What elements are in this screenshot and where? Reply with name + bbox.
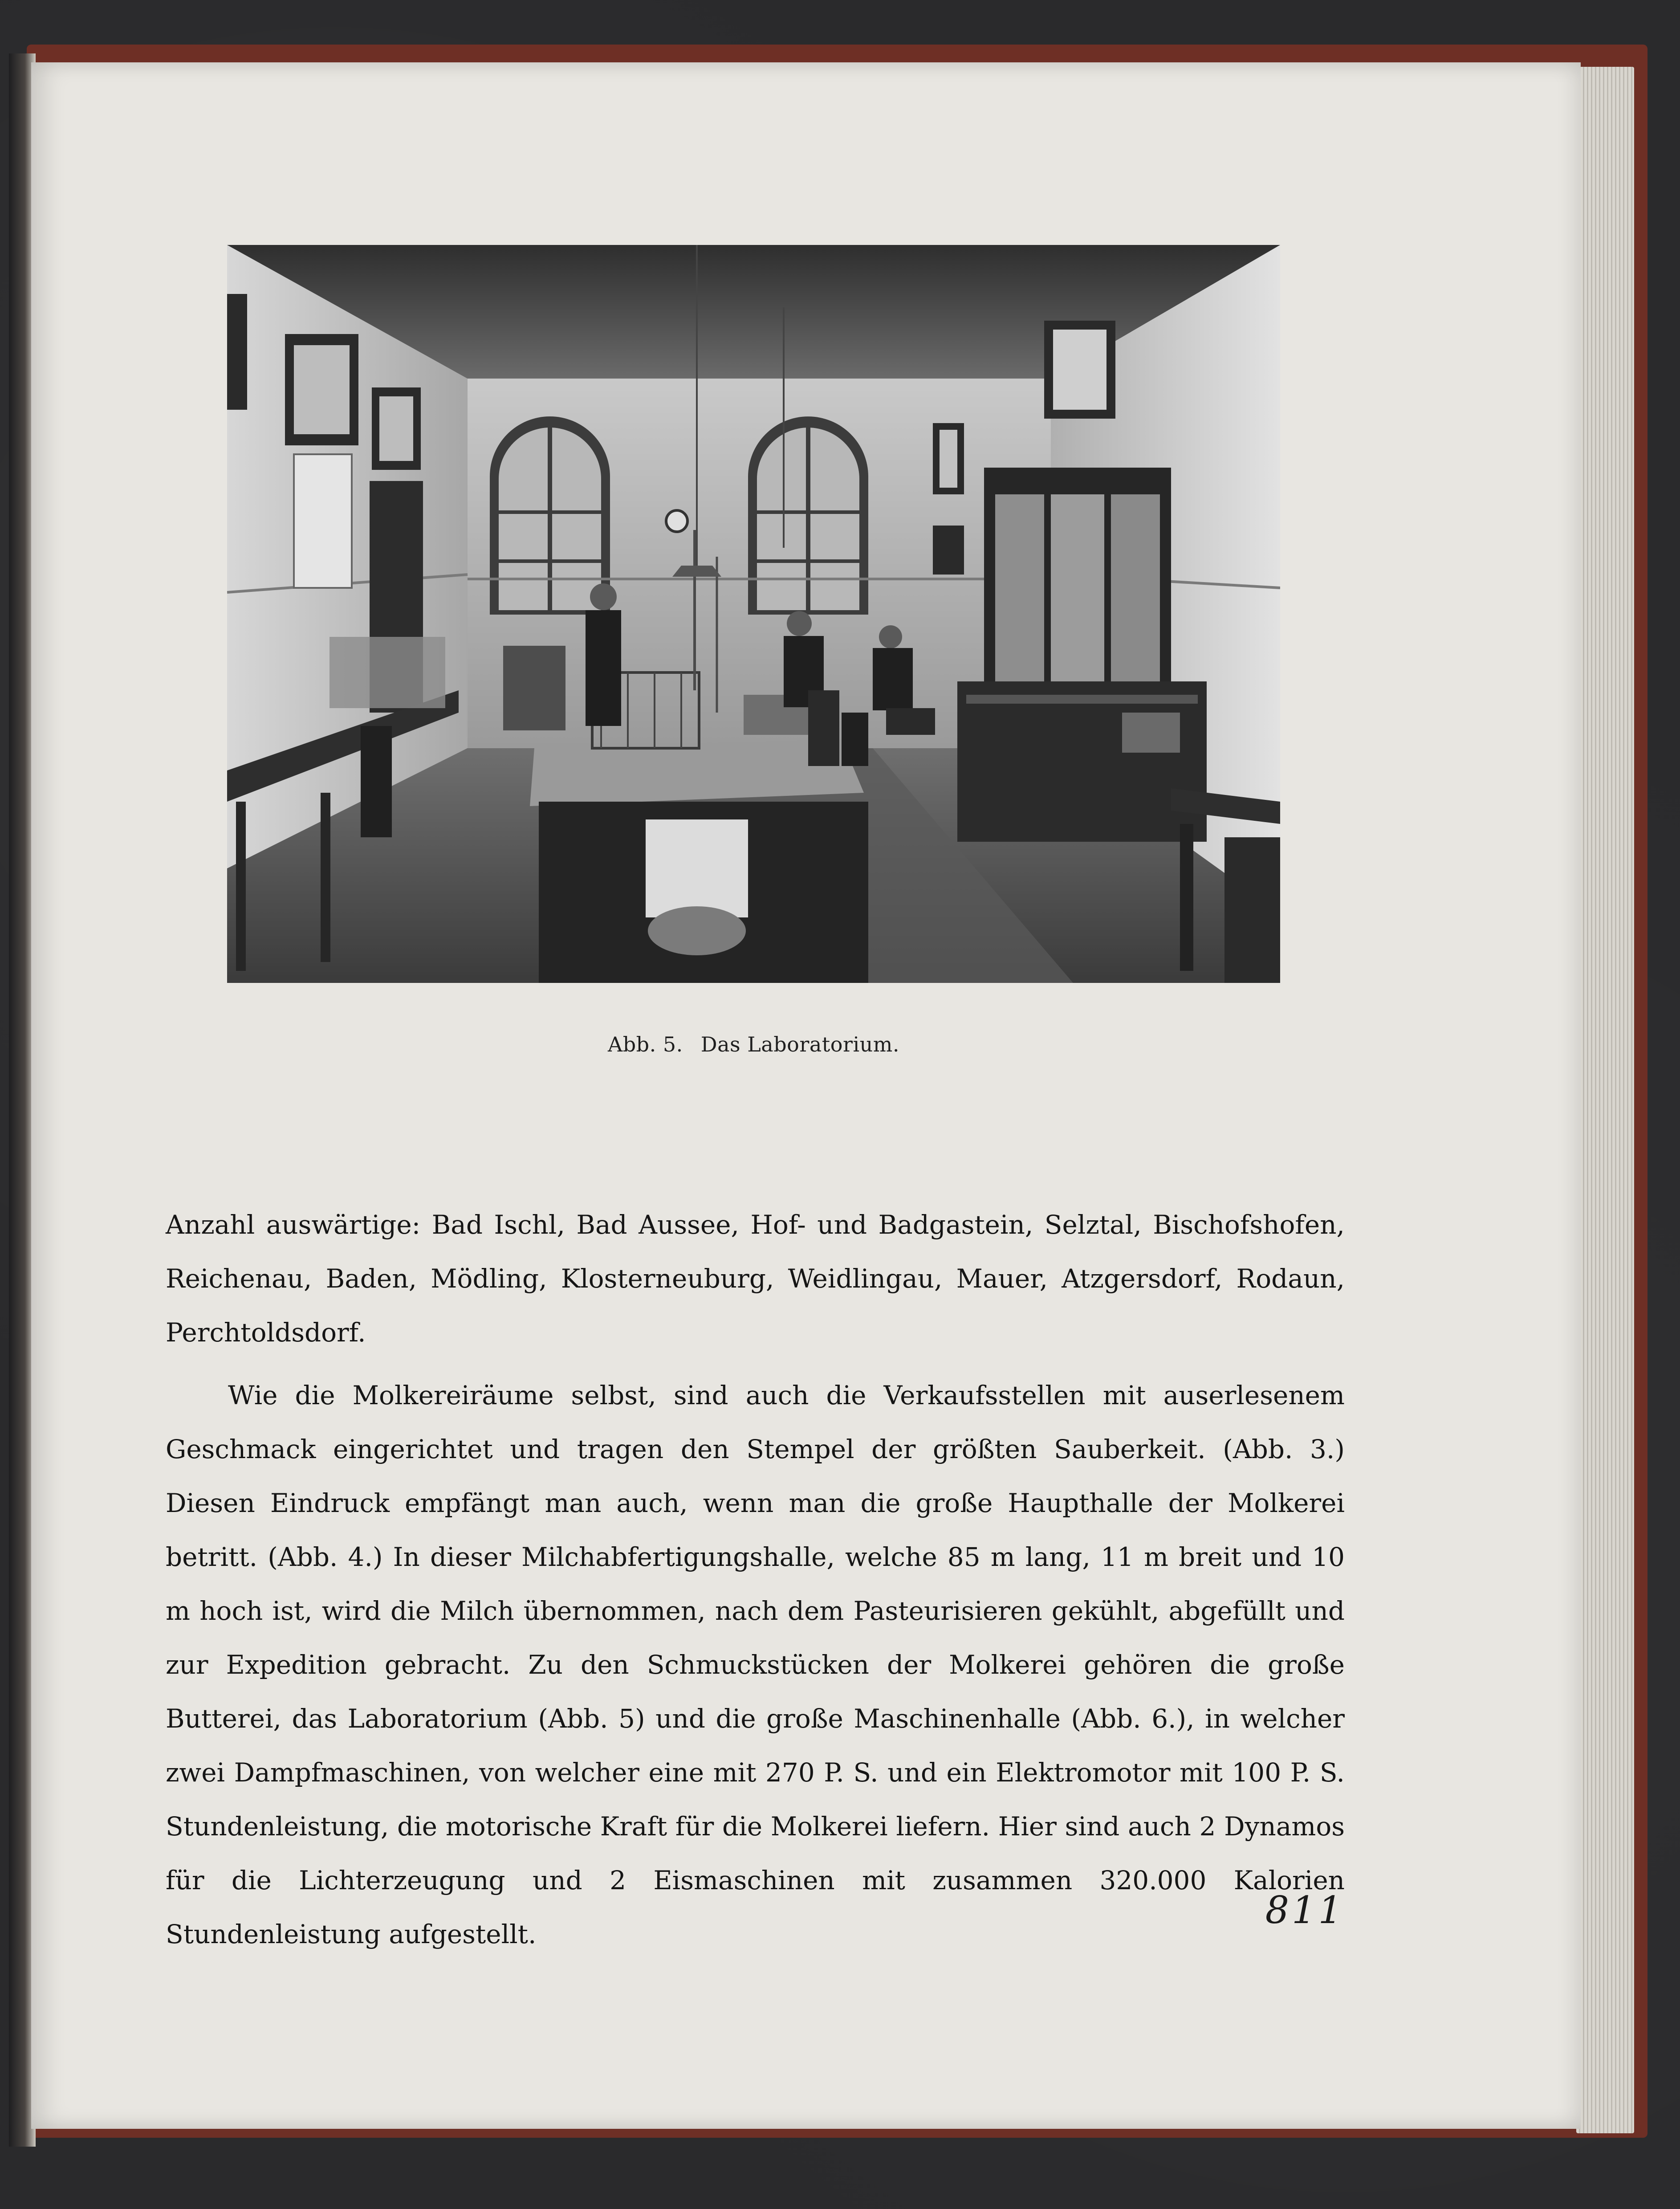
page-edges (1576, 67, 1634, 2133)
laboratory-photograph (227, 245, 1280, 983)
arched-window-left (490, 416, 610, 615)
figure-caption-title: Das Laboratorium. (700, 1032, 900, 1056)
body-text (166, 1198, 1345, 1961)
laboratory-illustration (227, 245, 1280, 983)
paragraph-2: Wie die Molkereiräume selbst, sind auch die Verkaufsstellen mit auserlesenem Geschmack eingerichtet und tragen den Stempel der größten Sauberkeit. (Abb. 3.) Diesen Eindruck empfängt man auch, wenn man die große Haupthalle der Molkerei betritt. (Abb. 4.) In dieser Milchabfertigungshalle, welche 85 m lang, 11 m breit und 10 m hoch ist, wird die Milch übernommen, nach dem Pasteurisieren gekühlt, abgefüllt und zur Expedition gebracht. Zu den Schmuckstücken der Molkerei gehören die große Butterei, das Laboratorium (Abb. 5) und die große Maschinenhalle (Abb. 6.), in welcher zwei Dampfmaschinen, von welcher eine mit 270 P. S. und ein Elektromotor mit 100 P. S. Stundenleistung, die motorische Kraft für die Molkerei liefern. Hier sind auch 2 Dynamos für die Lichterzeugung und 2 Eismaschinen mit zusammen 320.000 Kalorien Stundenleistung aufgestellt. (166, 1380, 1345, 1949)
figure-caption (227, 1032, 1280, 1056)
arched-window-right (748, 416, 868, 615)
figure-caption-number: Abb. 5. (607, 1032, 683, 1056)
page-number: 811 (1265, 1888, 1345, 1932)
paragraph-1: Anzahl auswärtige: Bad Ischl, Bad Aussee, Hof- und Badgastein, Selztal, Bischofshofen, Reichenau, Baden, Mödling, Klosterneuburg, Weidlingau, Mauer, Atzgersdorf, Rodaun, Perchtoldsdorf. (166, 1210, 1345, 1348)
